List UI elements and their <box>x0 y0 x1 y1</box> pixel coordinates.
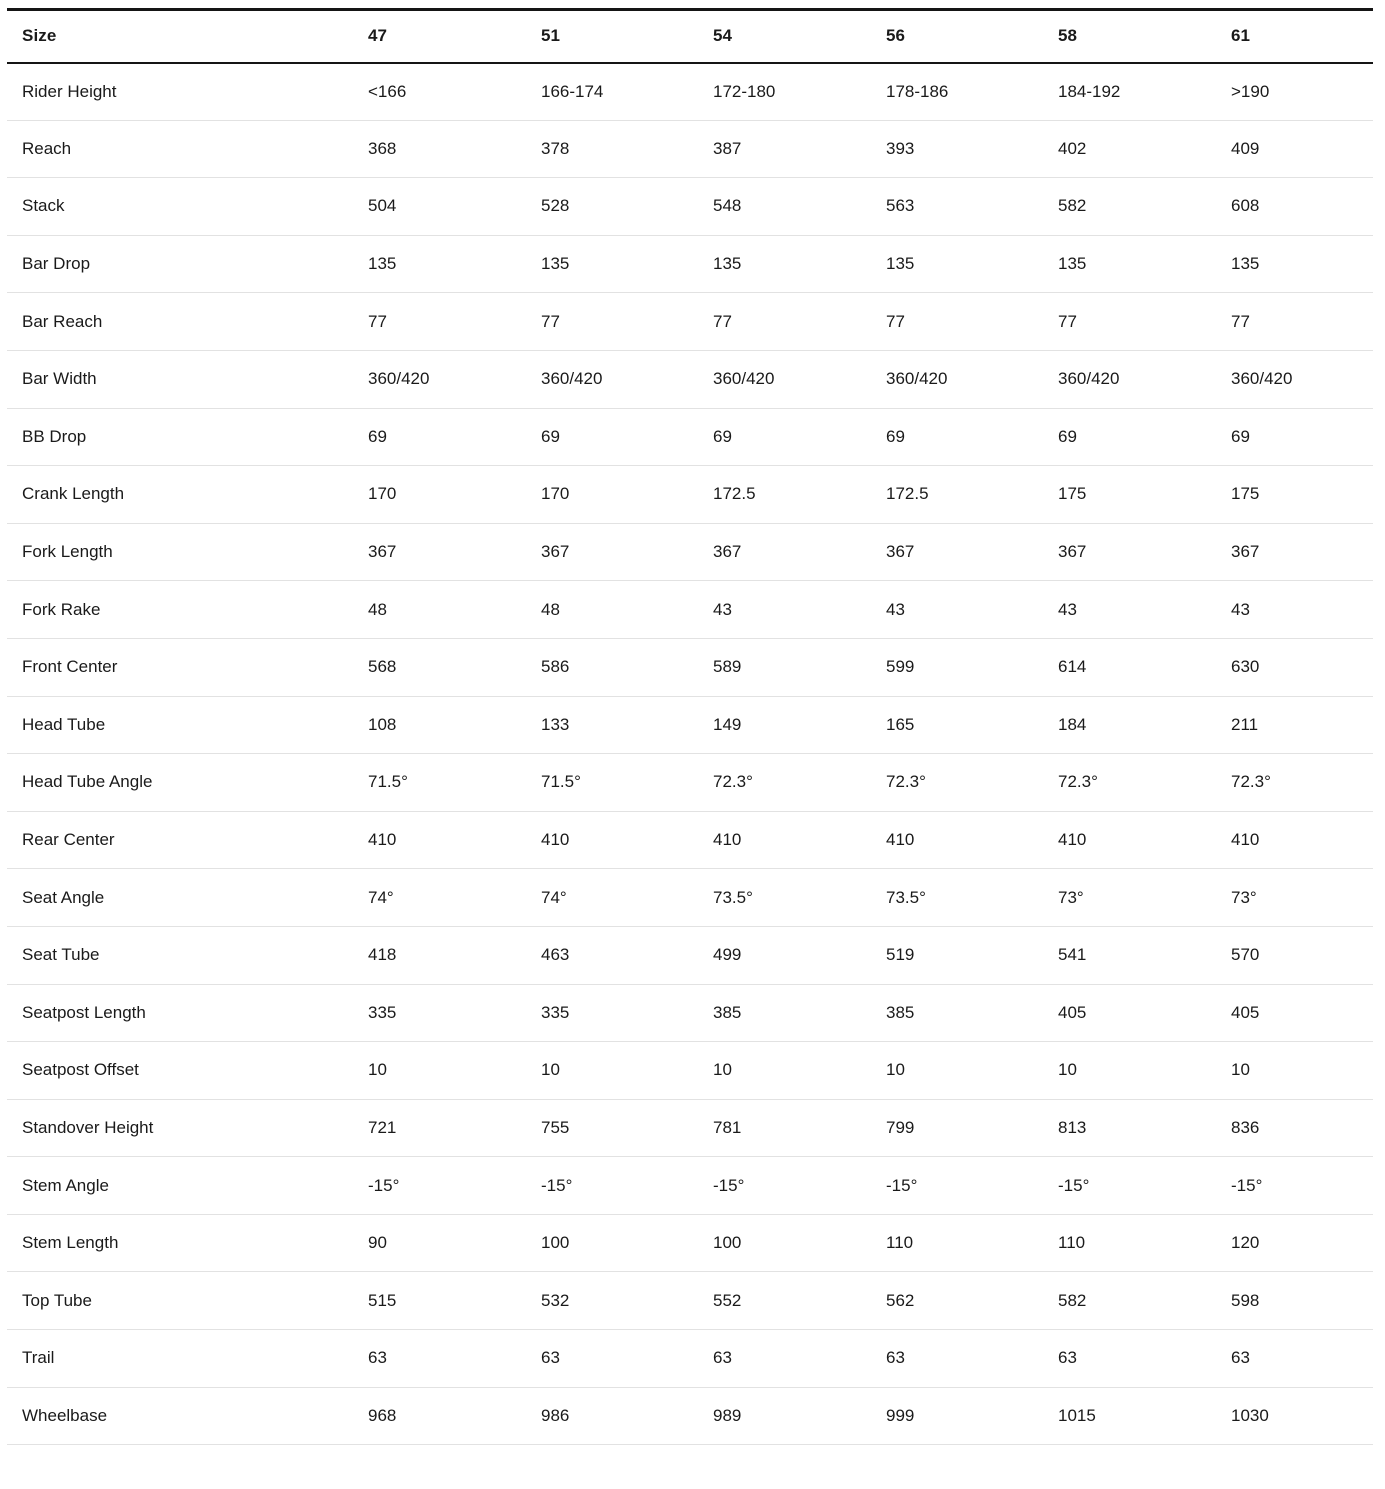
row-label: Top Tube <box>7 1272 368 1330</box>
value-cell: 755 <box>541 1099 713 1157</box>
value-cell: -15° <box>713 1157 886 1215</box>
value-cell: 170 <box>541 466 713 524</box>
row-label: Trail <box>7 1330 368 1388</box>
value-cell: 43 <box>713 581 886 639</box>
value-cell: 135 <box>541 235 713 293</box>
size-column-header: 47 <box>368 10 541 63</box>
value-cell: 10 <box>541 1042 713 1100</box>
value-cell: 360/420 <box>541 350 713 408</box>
value-cell: 541 <box>1058 926 1231 984</box>
value-cell: 515 <box>368 1272 541 1330</box>
value-cell: 172.5 <box>886 466 1058 524</box>
value-cell: 120 <box>1231 1214 1373 1272</box>
table-row <box>7 235 1373 293</box>
value-cell: 568 <box>368 638 541 696</box>
table-row <box>7 63 1373 121</box>
value-cell: 72.3° <box>713 754 886 812</box>
table-row <box>7 350 1373 408</box>
value-cell: 968 <box>368 1387 541 1445</box>
value-cell: 43 <box>1231 581 1373 639</box>
value-cell: 74° <box>368 869 541 927</box>
value-cell: 100 <box>713 1214 886 1272</box>
value-cell: 528 <box>541 178 713 236</box>
value-cell: 367 <box>368 523 541 581</box>
value-cell: 599 <box>886 638 1058 696</box>
value-cell: 410 <box>713 811 886 869</box>
value-cell: 418 <box>368 926 541 984</box>
value-cell: 799 <box>886 1099 1058 1157</box>
value-cell: 562 <box>886 1272 1058 1330</box>
row-label: Wheelbase <box>7 1387 368 1445</box>
table-row <box>7 178 1373 236</box>
size-column-header: 58 <box>1058 10 1231 63</box>
value-cell: 110 <box>886 1214 1058 1272</box>
table-row <box>7 1157 1373 1215</box>
value-cell: 135 <box>1058 235 1231 293</box>
value-cell: 71.5° <box>368 754 541 812</box>
row-label: Seat Angle <box>7 869 368 927</box>
table-row <box>7 754 1373 812</box>
value-cell: 110 <box>1058 1214 1231 1272</box>
geometry-table-head <box>7 10 1373 63</box>
value-cell: 175 <box>1058 466 1231 524</box>
value-cell: 385 <box>713 984 886 1042</box>
value-cell: 367 <box>1231 523 1373 581</box>
table-row <box>7 1042 1373 1100</box>
value-cell: 586 <box>541 638 713 696</box>
value-cell: 63 <box>368 1330 541 1388</box>
table-row <box>7 1330 1373 1388</box>
row-label: Stem Angle <box>7 1157 368 1215</box>
value-cell: 77 <box>1231 293 1373 351</box>
value-cell: 989 <box>713 1387 886 1445</box>
value-cell: 77 <box>713 293 886 351</box>
row-label: Rear Center <box>7 811 368 869</box>
value-cell: 721 <box>368 1099 541 1157</box>
value-cell: 614 <box>1058 638 1231 696</box>
geometry-table-container <box>7 8 1373 1445</box>
value-cell: 999 <box>886 1387 1058 1445</box>
value-cell: 74° <box>541 869 713 927</box>
value-cell: 1030 <box>1231 1387 1373 1445</box>
value-cell: 335 <box>541 984 713 1042</box>
table-row <box>7 523 1373 581</box>
value-cell: 813 <box>1058 1099 1231 1157</box>
value-cell: 499 <box>713 926 886 984</box>
table-row <box>7 1387 1373 1445</box>
value-cell: 165 <box>886 696 1058 754</box>
value-cell: 69 <box>1231 408 1373 466</box>
value-cell: 582 <box>1058 1272 1231 1330</box>
value-cell: 570 <box>1231 926 1373 984</box>
row-label: Front Center <box>7 638 368 696</box>
table-row <box>7 581 1373 639</box>
value-cell: 360/420 <box>1231 350 1373 408</box>
value-cell: 211 <box>1231 696 1373 754</box>
value-cell: -15° <box>886 1157 1058 1215</box>
value-cell: 69 <box>713 408 886 466</box>
value-cell: 402 <box>1058 120 1231 178</box>
value-cell: 73° <box>1058 869 1231 927</box>
row-label: Seatpost Offset <box>7 1042 368 1100</box>
value-cell: 133 <box>541 696 713 754</box>
header-row <box>7 10 1373 63</box>
value-cell: 63 <box>713 1330 886 1388</box>
value-cell: 463 <box>541 926 713 984</box>
table-row <box>7 120 1373 178</box>
value-cell: 43 <box>1058 581 1231 639</box>
table-row <box>7 408 1373 466</box>
value-cell: 367 <box>541 523 713 581</box>
value-cell: 135 <box>1231 235 1373 293</box>
value-cell: 172.5 <box>713 466 886 524</box>
value-cell: 77 <box>541 293 713 351</box>
value-cell: 630 <box>1231 638 1373 696</box>
value-cell: 73.5° <box>886 869 1058 927</box>
value-cell: 175 <box>1231 466 1373 524</box>
value-cell: 393 <box>886 120 1058 178</box>
value-cell: 1015 <box>1058 1387 1231 1445</box>
value-cell: 100 <box>541 1214 713 1272</box>
value-cell: 608 <box>1231 178 1373 236</box>
value-cell: 367 <box>713 523 886 581</box>
value-cell: 73° <box>1231 869 1373 927</box>
value-cell: 360/420 <box>368 350 541 408</box>
row-label: Reach <box>7 120 368 178</box>
row-label: Stack <box>7 178 368 236</box>
value-cell: 410 <box>368 811 541 869</box>
value-cell: 504 <box>368 178 541 236</box>
value-cell: 73.5° <box>713 869 886 927</box>
value-cell: 69 <box>1058 408 1231 466</box>
value-cell: 135 <box>368 235 541 293</box>
value-cell: 10 <box>368 1042 541 1100</box>
value-cell: 360/420 <box>886 350 1058 408</box>
table-row <box>7 1272 1373 1330</box>
value-cell: 48 <box>541 581 713 639</box>
value-cell: 63 <box>1058 1330 1231 1388</box>
value-cell: 170 <box>368 466 541 524</box>
value-cell: 368 <box>368 120 541 178</box>
value-cell: 986 <box>541 1387 713 1445</box>
value-cell: 836 <box>1231 1099 1373 1157</box>
value-cell: 10 <box>1231 1042 1373 1100</box>
value-cell: 63 <box>886 1330 1058 1388</box>
value-cell: 172-180 <box>713 63 886 121</box>
value-cell: 149 <box>713 696 886 754</box>
value-cell: 43 <box>886 581 1058 639</box>
value-cell: 409 <box>1231 120 1373 178</box>
value-cell: 69 <box>368 408 541 466</box>
value-cell: 10 <box>886 1042 1058 1100</box>
value-cell: 71.5° <box>541 754 713 812</box>
value-cell: 72.3° <box>1058 754 1231 812</box>
geometry-table-body <box>7 63 1373 1445</box>
table-row <box>7 869 1373 927</box>
size-column-header: 56 <box>886 10 1058 63</box>
value-cell: 360/420 <box>713 350 886 408</box>
row-label: Standover Height <box>7 1099 368 1157</box>
value-cell: 385 <box>886 984 1058 1042</box>
value-cell: 360/420 <box>1058 350 1231 408</box>
value-cell: 589 <box>713 638 886 696</box>
value-cell: 410 <box>1231 811 1373 869</box>
value-cell: 548 <box>713 178 886 236</box>
value-cell: 519 <box>886 926 1058 984</box>
value-cell: 184-192 <box>1058 63 1231 121</box>
size-column-header: 54 <box>713 10 886 63</box>
size-column-header: 61 <box>1231 10 1373 63</box>
value-cell: 552 <box>713 1272 886 1330</box>
table-row <box>7 1214 1373 1272</box>
size-header-label: Size <box>7 10 368 63</box>
value-cell: <166 <box>368 63 541 121</box>
table-row <box>7 1099 1373 1157</box>
value-cell: 367 <box>886 523 1058 581</box>
value-cell: 48 <box>368 581 541 639</box>
value-cell: -15° <box>368 1157 541 1215</box>
value-cell: 77 <box>886 293 1058 351</box>
value-cell: 405 <box>1231 984 1373 1042</box>
row-label: Bar Width <box>7 350 368 408</box>
value-cell: -15° <box>1231 1157 1373 1215</box>
value-cell: -15° <box>1058 1157 1231 1215</box>
size-column-header: 51 <box>541 10 713 63</box>
value-cell: 582 <box>1058 178 1231 236</box>
table-row <box>7 984 1373 1042</box>
value-cell: 72.3° <box>1231 754 1373 812</box>
value-cell: 77 <box>368 293 541 351</box>
value-cell: 135 <box>886 235 1058 293</box>
row-label: Rider Height <box>7 63 368 121</box>
row-label: Seatpost Length <box>7 984 368 1042</box>
row-label: Stem Length <box>7 1214 368 1272</box>
value-cell: 135 <box>713 235 886 293</box>
geometry-table <box>7 8 1373 1445</box>
value-cell: 69 <box>541 408 713 466</box>
row-label: Head Tube <box>7 696 368 754</box>
row-label: Head Tube Angle <box>7 754 368 812</box>
value-cell: 410 <box>1058 811 1231 869</box>
value-cell: 378 <box>541 120 713 178</box>
row-label: Bar Reach <box>7 293 368 351</box>
value-cell: 108 <box>368 696 541 754</box>
table-row <box>7 811 1373 869</box>
value-cell: -15° <box>541 1157 713 1215</box>
row-label: BB Drop <box>7 408 368 466</box>
table-row <box>7 293 1373 351</box>
row-label: Crank Length <box>7 466 368 524</box>
table-row <box>7 926 1373 984</box>
value-cell: 367 <box>1058 523 1231 581</box>
value-cell: 563 <box>886 178 1058 236</box>
value-cell: 410 <box>541 811 713 869</box>
table-row <box>7 638 1373 696</box>
value-cell: 63 <box>1231 1330 1373 1388</box>
table-row <box>7 466 1373 524</box>
value-cell: 781 <box>713 1099 886 1157</box>
value-cell: 166-174 <box>541 63 713 121</box>
value-cell: 77 <box>1058 293 1231 351</box>
value-cell: 72.3° <box>886 754 1058 812</box>
row-label: Seat Tube <box>7 926 368 984</box>
row-label: Bar Drop <box>7 235 368 293</box>
row-label: Fork Length <box>7 523 368 581</box>
value-cell: 335 <box>368 984 541 1042</box>
value-cell: >190 <box>1231 63 1373 121</box>
table-row <box>7 696 1373 754</box>
value-cell: 69 <box>886 408 1058 466</box>
value-cell: 405 <box>1058 984 1231 1042</box>
value-cell: 90 <box>368 1214 541 1272</box>
value-cell: 10 <box>1058 1042 1231 1100</box>
value-cell: 598 <box>1231 1272 1373 1330</box>
row-label: Fork Rake <box>7 581 368 639</box>
value-cell: 387 <box>713 120 886 178</box>
value-cell: 532 <box>541 1272 713 1330</box>
value-cell: 178-186 <box>886 63 1058 121</box>
value-cell: 184 <box>1058 696 1231 754</box>
value-cell: 410 <box>886 811 1058 869</box>
value-cell: 10 <box>713 1042 886 1100</box>
value-cell: 63 <box>541 1330 713 1388</box>
